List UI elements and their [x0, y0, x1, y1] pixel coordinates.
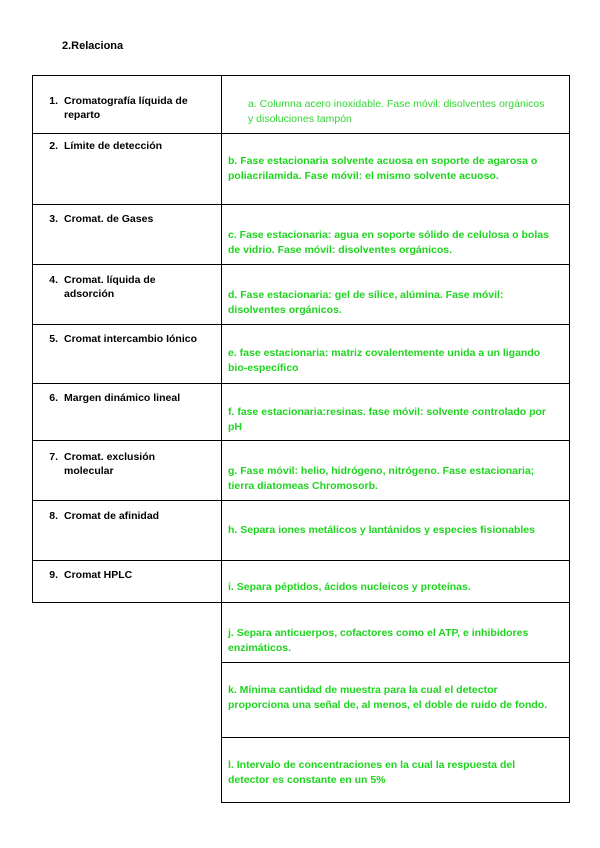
left-item: 6. Margen dinámico lineal: [49, 392, 181, 404]
right-item: k. Mínima cantidad de muestra para la cual el detector proporciona una señal de, al menos, el doble de ruido de fondo.: [228, 684, 548, 711]
right-item: e. fase estacionaria: matriz covalentemente unida a un ligando bio-específico: [228, 347, 541, 374]
left-item: 9. Cromat HPLC: [49, 569, 133, 581]
right-item: i. Separa péptidos, ácidos nucleicos y proteínas.: [228, 581, 471, 593]
right-item: b. Fase estacionaria solvente acuosa en soporte de agarosa o poliacrilamida. Fase móvil: el mismo solvente acuoso.: [228, 155, 538, 182]
right-item: f. fase estacionaria:resinas. fase móvil: solvente controlado por pH: [228, 406, 547, 433]
right-item: g. Fase móvil: helio, hidrógeno, nitrógeno. Fase estacionaria; tierra diatomeas Chromosorb.: [228, 465, 535, 492]
left-item: 5. Cromat intercambio Iónico: [49, 333, 198, 345]
right-item: l. Intervalo de concentraciones en la cual la respuesta del detector es constante en un 5%: [228, 759, 516, 786]
right-item: a. Columna acero inoxidable. Fase móvil: disolventes orgánicos y disoluciones tampón: [248, 98, 545, 125]
right-item: c. Fase estacionaria: agua en soporte sólido de celulosa o bolas de vidrio. Fase móvil: disolventes orgánicos.: [228, 229, 549, 256]
right-item: h. Separa iones metálicos y lantánidos y especies fisionables: [228, 524, 535, 536]
left-item: 4. Cromat. líquida de adsorción: [49, 274, 156, 300]
left-item: 2. Límite de detección: [49, 140, 163, 152]
right-item: j. Separa anticuerpos, cofactores como el ATP, e inhibidores enzimáticos.: [228, 627, 529, 654]
left-item: 3. Cromat. de Gases: [49, 213, 154, 225]
left-item: 1. Cromatografía líquida de reparto: [49, 95, 188, 121]
left-item: 8. Cromat de afinidad: [49, 510, 160, 522]
left-item: 7. Cromat. exclusión molecular: [49, 451, 156, 477]
page-title: 2.Relaciona: [62, 40, 124, 52]
right-item: d. Fase estacionaria: gel de sílice, alúmina. Fase móvil: disolventes orgánicos.: [228, 289, 504, 316]
